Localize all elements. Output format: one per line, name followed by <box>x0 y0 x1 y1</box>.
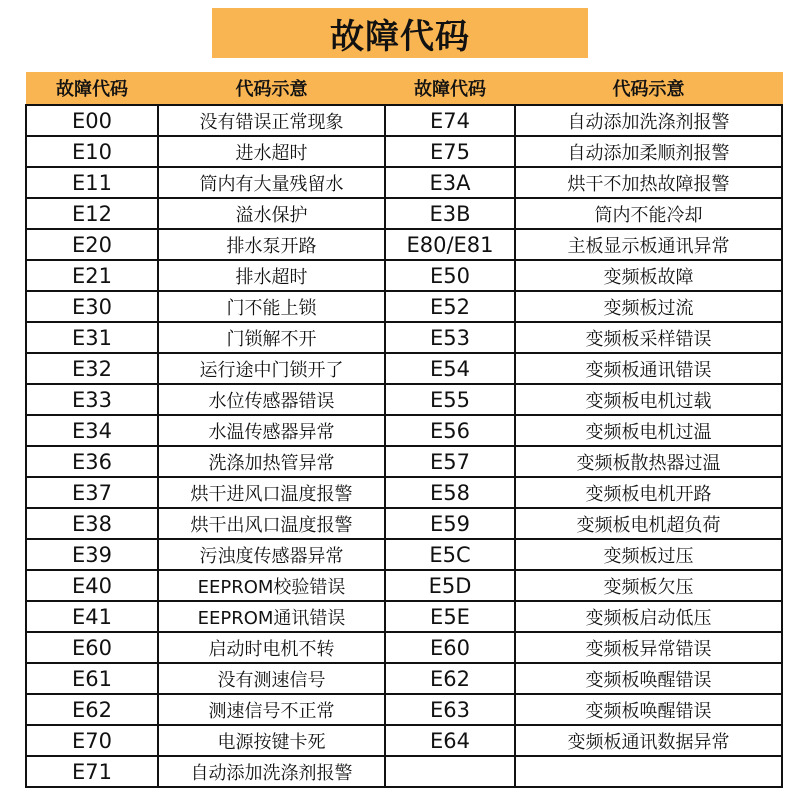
page-title: 故障代码 <box>330 16 470 57</box>
table-row <box>26 322 782 353</box>
code-meaning-cell: 自动添加洗涤剂报警 <box>515 105 782 136</box>
code-meaning-cell <box>515 756 782 787</box>
error-code-cell: E5C <box>385 539 515 570</box>
code-meaning-cell: 进水超时 <box>158 136 385 167</box>
table-row <box>26 446 782 477</box>
table-row <box>26 260 782 291</box>
table-row <box>26 198 782 229</box>
code-meaning-cell: 筒内有大量残留水 <box>158 167 385 198</box>
error-code-cell: E64 <box>385 725 515 756</box>
table-row <box>26 694 782 725</box>
code-meaning-cell: 变频板唤醒错误 <box>515 694 782 725</box>
code-meaning-cell: 主板显示板通讯异常 <box>515 229 782 260</box>
error-code-cell: E57 <box>385 446 515 477</box>
error-code-cell: E61 <box>26 663 158 694</box>
error-code-cell: E75 <box>385 136 515 167</box>
table-row <box>26 384 782 415</box>
code-meaning-cell: 电源按键卡死 <box>158 725 385 756</box>
code-meaning-cell: 排水泵开路 <box>158 229 385 260</box>
error-code-cell: E80/E81 <box>385 229 515 260</box>
code-meaning-cell: 运行途中门锁开了 <box>158 353 385 384</box>
error-code-cell: E36 <box>26 446 158 477</box>
table-row <box>26 167 782 198</box>
code-meaning-cell: 变频板采样错误 <box>515 322 782 353</box>
code-meaning-cell: 水温传感器异常 <box>158 415 385 446</box>
table-row <box>26 291 782 322</box>
error-code-cell: E39 <box>26 539 158 570</box>
error-code-cell: E53 <box>385 322 515 353</box>
error-code-cell: E50 <box>385 260 515 291</box>
code-meaning-cell: 烘干不加热故障报警 <box>515 167 782 198</box>
table-row <box>26 756 782 787</box>
error-code-cell: E58 <box>385 477 515 508</box>
error-code-cell: E62 <box>26 694 158 725</box>
header-meaning-left: 代码示意 <box>158 72 385 105</box>
error-code-cell: E55 <box>385 384 515 415</box>
error-code-cell: E63 <box>385 694 515 725</box>
code-meaning-cell: 变频板过压 <box>515 539 782 570</box>
error-code-cell: E21 <box>26 260 158 291</box>
code-meaning-cell: 变频板电机过温 <box>515 415 782 446</box>
error-code-cell: E5D <box>385 570 515 601</box>
error-code-cell: E3A <box>385 167 515 198</box>
table-row <box>26 229 782 260</box>
code-meaning-cell: 筒内不能冷却 <box>515 198 782 229</box>
error-code-cell: E32 <box>26 353 158 384</box>
error-code-cell: E10 <box>26 136 158 167</box>
table-row <box>26 663 782 694</box>
error-code-cell: E31 <box>26 322 158 353</box>
table-row <box>26 632 782 663</box>
error-code-table <box>25 72 783 788</box>
table-row <box>26 136 782 167</box>
code-meaning-cell: 变频板过流 <box>515 291 782 322</box>
error-code-cell: E40 <box>26 570 158 601</box>
error-code-cell: E59 <box>385 508 515 539</box>
error-code-cell: E56 <box>385 415 515 446</box>
error-code-cell: E3B <box>385 198 515 229</box>
error-code-cell: E60 <box>26 632 158 663</box>
error-code-table-container <box>25 72 781 788</box>
code-meaning-cell: 没有错误正常现象 <box>158 105 385 136</box>
header-row <box>26 72 782 105</box>
error-code-cell: E30 <box>26 291 158 322</box>
error-code-cell: E34 <box>26 415 158 446</box>
error-code-cell: E62 <box>385 663 515 694</box>
code-meaning-cell: EEPROM校验错误 <box>158 570 385 601</box>
code-meaning-cell: 自动添加柔顺剂报警 <box>515 136 782 167</box>
error-code-cell: E38 <box>26 508 158 539</box>
error-code-cell: E54 <box>385 353 515 384</box>
code-meaning-cell: 自动添加洗涤剂报警 <box>158 756 385 787</box>
code-meaning-cell: 变频板散热器过温 <box>515 446 782 477</box>
error-code-cell: E52 <box>385 291 515 322</box>
table-row <box>26 570 782 601</box>
error-code-cell: E20 <box>26 229 158 260</box>
error-code-cell: E5E <box>385 601 515 632</box>
title-banner <box>212 8 588 58</box>
code-meaning-cell: 变频板电机开路 <box>515 477 782 508</box>
table-row <box>26 415 782 446</box>
code-meaning-cell: 变频板异常错误 <box>515 632 782 663</box>
error-code-cell: E41 <box>26 601 158 632</box>
table-row <box>26 539 782 570</box>
table-row <box>26 601 782 632</box>
code-meaning-cell: 排水超时 <box>158 260 385 291</box>
table-header <box>26 72 782 105</box>
table-row <box>26 725 782 756</box>
code-meaning-cell: EEPROM通讯错误 <box>158 601 385 632</box>
header-code-right: 故障代码 <box>385 72 515 105</box>
error-code-cell: E12 <box>26 198 158 229</box>
error-code-cell: E37 <box>26 477 158 508</box>
code-meaning-cell: 变频板欠压 <box>515 570 782 601</box>
table-row <box>26 353 782 384</box>
code-meaning-cell: 污浊度传感器异常 <box>158 539 385 570</box>
error-code-cell: E00 <box>26 105 158 136</box>
code-meaning-cell: 变频板唤醒错误 <box>515 663 782 694</box>
code-meaning-cell: 变频板故障 <box>515 260 782 291</box>
error-code-cell: E11 <box>26 167 158 198</box>
code-meaning-cell: 洗涤加热管异常 <box>158 446 385 477</box>
table-row <box>26 508 782 539</box>
code-meaning-cell: 烘干进风口温度报警 <box>158 477 385 508</box>
table-row <box>26 105 782 136</box>
error-code-cell: E71 <box>26 756 158 787</box>
table-row <box>26 477 782 508</box>
code-meaning-cell: 变频板通讯错误 <box>515 353 782 384</box>
code-meaning-cell: 水位传感器错误 <box>158 384 385 415</box>
error-code-cell: E74 <box>385 105 515 136</box>
code-meaning-cell: 烘干出风口温度报警 <box>158 508 385 539</box>
code-meaning-cell: 启动时电机不转 <box>158 632 385 663</box>
code-meaning-cell: 变频板通讯数据异常 <box>515 725 782 756</box>
code-meaning-cell: 测速信号不正常 <box>158 694 385 725</box>
error-code-cell: E70 <box>26 725 158 756</box>
error-code-cell: E33 <box>26 384 158 415</box>
error-code-cell <box>385 756 515 787</box>
code-meaning-cell: 门不能上锁 <box>158 291 385 322</box>
table-body <box>26 105 782 787</box>
code-meaning-cell: 门锁解不开 <box>158 322 385 353</box>
header-code-left: 故障代码 <box>26 72 158 105</box>
code-meaning-cell: 溢水保护 <box>158 198 385 229</box>
code-meaning-cell: 没有测速信号 <box>158 663 385 694</box>
code-meaning-cell: 变频板电机超负荷 <box>515 508 782 539</box>
code-meaning-cell: 变频板启动低压 <box>515 601 782 632</box>
code-meaning-cell: 变频板电机过载 <box>515 384 782 415</box>
error-code-cell: E60 <box>385 632 515 663</box>
header-meaning-right: 代码示意 <box>515 72 782 105</box>
